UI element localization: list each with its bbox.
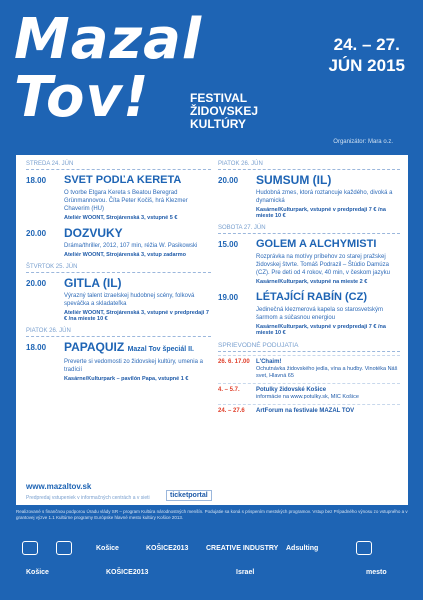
event-item	[218, 291, 400, 336]
side-events-heading: SPRIEVODNÉ PODUJATIA	[218, 342, 400, 352]
logo-line-1: Mazal	[14, 7, 203, 72]
event-item	[26, 227, 211, 258]
festival-dates: 24. – 27. JÚN 2015	[328, 35, 405, 75]
day-heading: ŠTVRTOK 25. JÚN	[26, 264, 211, 273]
event-body	[64, 174, 211, 221]
side-event-title: L'Chaim!	[256, 359, 282, 365]
event-time: 20.00	[26, 229, 47, 238]
side-event-text	[256, 387, 400, 401]
program-panel	[16, 155, 408, 505]
side-event-date: 4. – 5.7.	[218, 387, 240, 393]
event-description: Preverte si vedomosti zo židovskej kultúry, umenia a tradícií	[64, 359, 203, 373]
event-description: Hudobná zmes, ktorá roztancuje každého, divoká a dynamická	[256, 190, 393, 204]
day-heading: STREDA 24. JÚN	[26, 161, 211, 170]
event-venue: Kasárne/Kulturpark, vstupné v predpredaji 7 € /na mieste 10 €	[256, 324, 386, 336]
event-title-text: SVET PODĽA KERETA	[64, 174, 182, 186]
program-left-column	[26, 161, 211, 388]
event-description: Výrazný talent izraelskej hudobnej scény, folková speváčka a skladateľka	[64, 293, 195, 307]
event-item	[26, 341, 211, 382]
sponsor-logo-6: KOŠICE2013	[106, 569, 149, 576]
ticketportal-logo: ticketportal	[166, 490, 212, 501]
event-description: Dráma/thriller, 2012, 107 min, réžia W. Pasikowski	[64, 243, 198, 249]
website-link[interactable]: www.mazaltov.sk	[26, 482, 92, 491]
event-body	[64, 227, 211, 258]
side-event-date: 26. 6. 17.00	[218, 359, 250, 365]
side-event-desc: Ochutnávka židovského jedla, vína a hudby. Vinotéka Náš svet, Hlavná 65	[256, 366, 398, 379]
side-event-title: Potulky židovské Košice	[256, 387, 327, 393]
event-venue: Kasárne/Kulturpark, vstupné v predpredaji 7 € /na mieste 10 €	[256, 207, 386, 219]
event-title	[64, 277, 211, 290]
festival-title: FESTIVAL ŽIDOVSKEJ KULTÚRY	[190, 91, 259, 131]
side-event-title: ArtForum na festivale MAZAL TOV	[256, 408, 355, 414]
event-venue: Ateliér WOONT, Strojárenská 3, vstupné v predpredaji 7 € /na mieste 10 €	[64, 310, 209, 322]
event-title-text: DOZVUKY	[64, 226, 123, 240]
poster-header	[0, 0, 423, 152]
event-title	[256, 174, 400, 187]
sponsor-logo-3: CREATIVE INDUSTRY	[206, 545, 279, 552]
event-description: Jedinečná klezmerová kapela so starosvetským šarmom a súčasnou energiou	[256, 307, 384, 321]
event-description: Rozprávka na motívy príbehov zo starej pražskej židovskej štvrte. Tomáš Podrazil – Štúdio Damúza (CZ). Pre deti od 4 rokov, 40 min, v českom jazyku	[256, 254, 390, 276]
logo-line-2: Tov!	[14, 65, 150, 130]
event-time: 18.00	[26, 176, 47, 185]
event-title	[64, 174, 211, 187]
event-item	[218, 238, 400, 285]
event-venue: Ateliér WOONT, Strojárenská 3, vstupné 5 €	[64, 215, 178, 221]
event-time: 19.00	[218, 293, 239, 302]
sponsor-logo-7: Israel	[236, 569, 255, 576]
side-event-text	[256, 359, 400, 380]
side-event	[218, 383, 400, 404]
side-event-date: 24. – 27.6	[218, 408, 245, 414]
event-body	[64, 341, 211, 382]
sponsor-logo-1: Košice	[96, 545, 119, 552]
event-title	[64, 341, 211, 356]
program-right-column	[218, 161, 400, 418]
event-body	[64, 277, 211, 322]
ministry-icon	[56, 541, 72, 555]
organizer-note: Organizátor: Mara o.z.	[333, 139, 393, 145]
event-time: 18.00	[26, 343, 47, 352]
side-event	[218, 404, 400, 418]
sponsor-logo-8: mesto	[366, 569, 387, 576]
event-title-text: PAPAQUIZ	[64, 340, 125, 354]
event-subtitle: Mazal Tov špeciál II.	[127, 346, 194, 353]
event-body	[256, 291, 400, 336]
side-event-desc: informácie na www.potulky.sk, MIC Košice	[256, 394, 359, 400]
event-venue: Kasárne/Kulturpark, vstupné na mieste 2 €	[256, 279, 368, 285]
event-item	[26, 174, 211, 221]
event-body	[256, 174, 400, 219]
presale-note: Predpredaj vstupeniek v informačných centrách a v sieti	[26, 495, 150, 501]
event-time: 15.00	[218, 240, 239, 249]
festival-logo	[14, 7, 203, 130]
coat-of-arms-icon	[22, 541, 38, 555]
sponsor-logo-4: Adsulting	[286, 545, 319, 552]
sponsor-logo-5: Košice	[26, 569, 49, 576]
event-title	[64, 227, 211, 240]
event-venue: Ateliér WOONT, Strojárenská 3, vstup zadarmo	[64, 252, 186, 258]
sponsor-logo-2: KOŠICE2013	[146, 545, 189, 552]
day-heading: SOBOTA 27. JÚN	[218, 225, 400, 234]
side-event	[218, 355, 400, 383]
star-of-david-icon	[356, 541, 372, 555]
event-item	[218, 174, 400, 219]
event-title	[256, 291, 400, 304]
event-time: 20.00	[218, 176, 239, 185]
sponsor-logos	[16, 537, 408, 593]
event-description: O tvorbe Etgara Kereta s Beatou Beregrad Grünmannovou. Číta Peter Kočiš, hrá Klezmer Chaverim (HU)	[64, 190, 188, 212]
footer-note: Realizované s finančnou podporou Úradu vlády SR – program Kultúra národnostných menšín. Podujatie sa koná s prispením mestských programov. Vstup bez Prípadného výnosu zo vstupného a v grantovej výzve 1.1 Kultúrne programy Európske hlavné mesto kultúry Košice 2013.	[16, 509, 408, 520]
event-title-text: GITLA (IL)	[64, 276, 122, 290]
event-title-text: LÉTAJÍCÍ RABÍN (CZ)	[256, 291, 368, 303]
event-title	[256, 238, 400, 251]
event-title-text: SUMSUM (IL)	[256, 173, 332, 187]
side-event-text	[256, 408, 400, 415]
day-heading: PIATOK 26. JÚN	[26, 328, 211, 337]
day-heading: PIATOK 26. JÚN	[218, 161, 400, 170]
event-time: 20.00	[26, 279, 47, 288]
event-title-text: GOLEM A ALCHYMISTI	[256, 238, 377, 250]
event-venue: Kasárne/Kulturpark – pavilón Papa, vstupné 1 €	[64, 376, 189, 382]
event-body	[256, 238, 400, 285]
event-item	[26, 277, 211, 322]
